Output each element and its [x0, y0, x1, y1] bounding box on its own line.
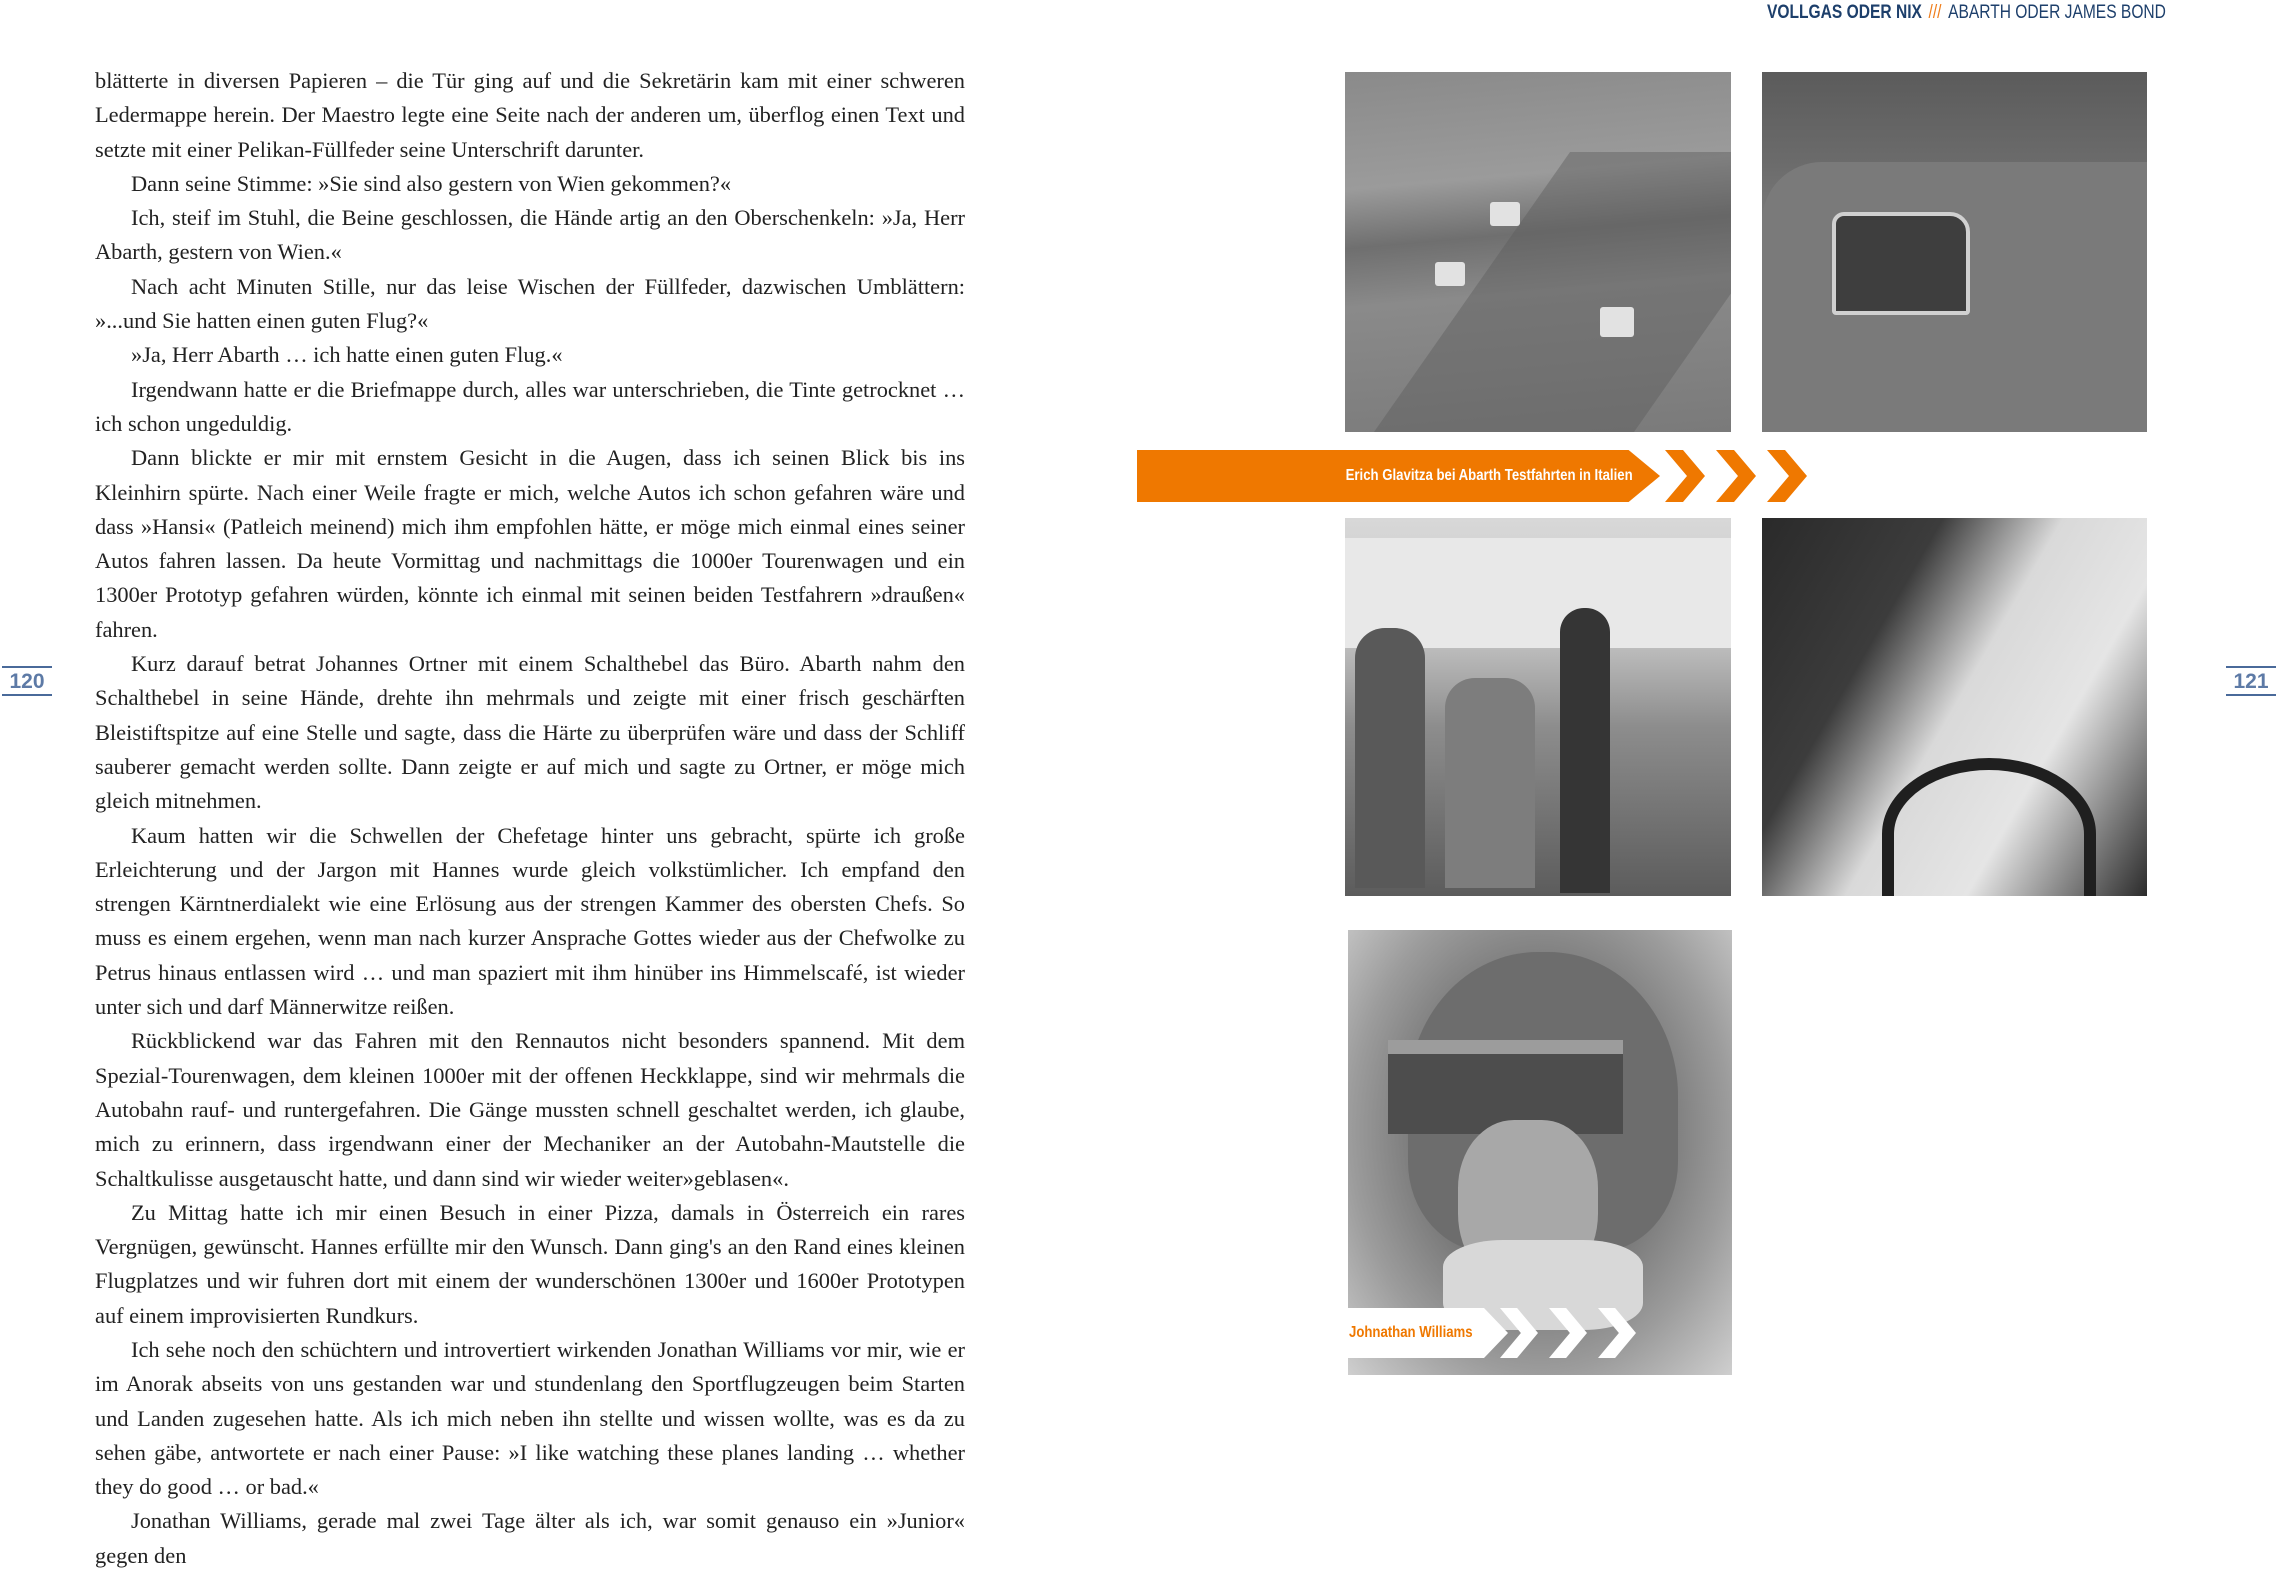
car-window-shape [1832, 212, 1970, 315]
driver-in-car-window-photo [1762, 72, 2147, 432]
paragraph: Dann seine Stimme: »Sie sind also gestern von Wien gekommen?« [131, 170, 732, 196]
chevron-right-icon [1767, 450, 1807, 502]
paragraph: Rückblickend war das Fahren mit den Rennautos nicht besonders spannend. Mit dem Spezial-Tourenwagen, dem kleinen 1000er mit der offenen Heckklappe, sind wir mehrmals die Autobahn rauf- und runtergefahren. Die Gänge mussten schnell geschaltet werden, ich glaube, mich zu erinnern, dass irgendwann einer der Mechaniker an der Autobahn-Mautstelle die Schaltkulisse ausgetauscht hatte, und dann sind wir wieder weiter»geblasen«. [95, 1028, 965, 1191]
steering-wheel-shape [1882, 758, 2096, 896]
person-shape [1560, 608, 1610, 893]
chapter-title: ABARTH ODER JAMES BOND [1948, 2, 2166, 23]
person-shape [1445, 678, 1535, 888]
caption-portrait: Johnathan Williams [1349, 1324, 1473, 1341]
caption-testfahrten [1137, 450, 1647, 502]
mechanics-engine-photo [1345, 518, 1731, 896]
page-number-right: 121 [2226, 666, 2276, 696]
chevron-right-icon [1716, 450, 1756, 502]
running-head-separator: /// [1928, 2, 1942, 23]
book-title: VOLLGAS ODER NIX [1767, 2, 1922, 23]
person-shape [1355, 628, 1425, 888]
paragraph: blätterte in diversen Papieren – die Tür ging auf und die Sekretärin kam mit einer schweren Ledermappe herein. Der Maestro legte eine Seite nach der anderen um, überflog einen Text und setzte mit einer Pelikan-Füllfeder seine Unterschrift darunter. [95, 68, 965, 162]
car-shape [1600, 307, 1634, 337]
car-shape [1435, 262, 1465, 286]
road-shape [1360, 152, 1731, 432]
paragraph: Irgendwann hatte er die Briefmappe durch, alles war unterschrieben, die Tinte getrocknet … ich schon ungeduldig. [95, 376, 965, 436]
paragraph: Jonathan Williams, gerade mal zwei Tage älter als ich, war somit genauso ein »Junior« gegen den [95, 1508, 965, 1568]
paragraph: Ich sehe noch den schüchtern und introvertiert wirkenden Jonathan Williams vor mir, wie er im Anorak abseits von uns gestanden war und stundenlang den Sportflugzeugen beim Starten und Landen zugesehen hatte. Als ich mich neben ihn stellte und wissen wollte, was es da zu sehen gäbe, antwortete er nach einer Pause: »I like watching these planes landing … whether they do good … or bad.« [95, 1336, 965, 1500]
car-shape [1490, 202, 1520, 226]
body-text-column [95, 64, 965, 1573]
page-number-left: 120 [2, 666, 52, 696]
paragraph: Kurz darauf betrat Johannes Ortner mit einem Schalthebel das Büro. Abarth nahm den Schalthebel in seine Hände, drehte ihn mehrmals und zeigte mit einer frisch geschärften Bleistiftspitze auf eine Stelle und sagte, dass die Härte zu überprüfen wäre und dass der Schliff sauberer gemacht werden sollte. Dann zeigte er auf mich und sagte zu Ortner, er möge mich gleich mitnehmen. [95, 651, 965, 814]
chevron-right-icon [1665, 450, 1705, 502]
paragraph: Zu Mittag hatte ich mir einen Besuch in einer Pizza, damals in Österreich ein rares Vergnügen, gewünscht. Hannes erfüllte mir den Wunsch. Dann ging's an den Rand eines kleinen Flugplatzes und wir fuhren dort mit einem der wunderschönen 1300er und 1600er Prototypen auf einem improvisierten Rundkurs. [95, 1199, 965, 1328]
running-head [1767, 2, 2166, 24]
caption-testfahrten-label: Erich Glavitza bei Abarth Testfahrten in Italien [1346, 467, 1633, 484]
paragraph: Kaum hatten wir die Schwellen der Chefetage hinter uns gebracht, spürte ich große Erleichterung und der Jargon mit Hannes wurde gleich volkstümlicher. Ich empfand den strengen Kärntnerdialekt wie eine Erlösung aus der strengen Kammer des obersten Chefs. So muss es einem ergehen, wenn man nach kurzer Ansprache Gottes wieder aus der Chefwolke zu Petrus hinaus entlassen wird … und man spaziert mit ihm hinüber ins Himmelscafé, ist wieder unter sich und darf Männerwitze reißen. [95, 822, 965, 1020]
paragraph: Dann blickte er mir mit ernstem Gesicht in die Augen, dass ich seinen Blick bis ins Kleinhirn spürte. Nach einer Weile fragte er mich, welche Autos ich schon gefahren wäre und dass »Hansi« (Patleich meinend) mich ihm empfohlen hätte, er möge mich einmal eines seiner Autos fahren lassen. Da heute Vormittag und nachmittags die 1000er Tourenwagen und ein 1300er Prototyp gefahren würden, könnte ich einmal mit seinen beiden Testfahrern »draußen« fahren. [95, 445, 965, 642]
highway-test-drive-photo [1345, 72, 1731, 432]
cockpit-steering-wheel-photo [1762, 518, 2147, 896]
paragraph: »Ja, Herr Abarth … ich hatte einen guten Flug.« [131, 342, 563, 368]
paragraph: Ich, steif im Stuhl, die Beine geschlossen, die Hände artig an den Oberschenkeln: »Ja, Herr Abarth, gestern von Wien.« [95, 205, 965, 265]
paragraph: Nach acht Minuten Stille, nur das leise Wischen der Füllfeder, dazwischen Umblättern: »...und Sie hatten einen guten Flug?« [95, 273, 965, 334]
